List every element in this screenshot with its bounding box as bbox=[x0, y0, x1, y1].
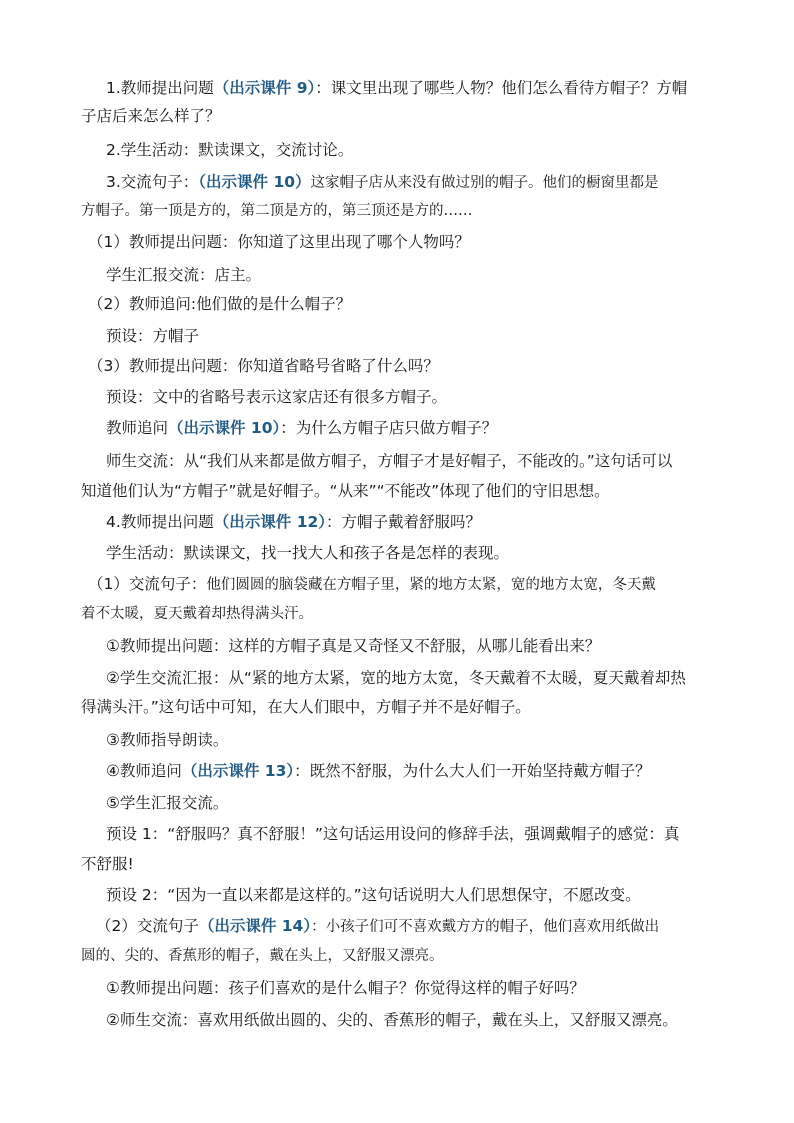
body-text: ：课文里出现了哪些人物？他们怎么看待方帽子？方帽 bbox=[315, 79, 688, 97]
quoted-text: ：小孩子们可不喜欢戴方方的帽子，他们喜欢用纸做出 bbox=[311, 919, 660, 935]
paragraph-line: 子店后来怎么样了？ bbox=[81, 107, 221, 125]
courseware-ref: （出示课件 9） bbox=[213, 79, 316, 97]
courseware-ref: （出示课件 14） bbox=[198, 917, 312, 935]
paragraph-line bbox=[106, 761, 651, 781]
quoted-text: 着不太暖，夏天戴着却热得满头汗。 bbox=[81, 606, 313, 622]
paragraph-line: ②学生交流汇报：从“紧的地方太紧，宽的地方太宽，冬天戴着不太暖，夏天戴着却热 bbox=[106, 669, 686, 687]
quoted-text: 圆的、尖的、香蕉形的帽子，戴在头上，又舒服又漂亮。 bbox=[81, 948, 444, 964]
body-text: 1.教师提出问题 bbox=[106, 79, 214, 97]
paragraph-line: ①教师提出问题：这样的方帽子真是又奇怪又不舒服，从哪儿能看出来？ bbox=[106, 637, 601, 655]
body-text: 4.教师提出问题 bbox=[106, 513, 214, 531]
paragraph-line: （3）教师提出问题：你知道省略号省略了什么吗？ bbox=[88, 357, 439, 375]
paragraph-line: 学生汇报交流：店主。 bbox=[106, 266, 262, 284]
body-text: ④教师追问 bbox=[106, 762, 182, 780]
paragraph-line: ③教师指导朗读。 bbox=[106, 731, 229, 749]
paragraph-line bbox=[106, 172, 659, 193]
paragraph-line: 预设 2：“因为一直以来都是这样的。”这句话说明大人们思想保守，不愿改变。 bbox=[106, 886, 641, 904]
paragraph-line: 预设：文中的省略号表示这家店还有很多方帽子。 bbox=[106, 388, 448, 406]
courseware-ref: （出示课件 10） bbox=[168, 419, 281, 437]
body-text: 教师追问 bbox=[106, 419, 169, 437]
paragraph-line: 预设 1：“舒服吗？真不舒服！”这句话运用设问的修辞手法，强调戴帽子的感觉：真 bbox=[106, 825, 680, 843]
paragraph-line: （2）教师追问:他们做的是什么帽子？ bbox=[88, 295, 352, 313]
courseware-ref: （出示课件 10） bbox=[198, 173, 311, 191]
body-text: ：方帽子戴着舒服吗？ bbox=[326, 513, 482, 531]
paragraph-line: ①教师提出问题：孩子们喜欢的是什么帽子？你觉得这样的帽子好吗？ bbox=[106, 979, 585, 997]
paragraph-line bbox=[88, 574, 656, 595]
paragraph-line: ⑤学生汇报交流。 bbox=[106, 794, 229, 812]
quoted-text: 这家帽子店从来没有做过别的帽子。他们的橱窗里都是 bbox=[310, 175, 659, 191]
body-text: 3.交流句子： bbox=[106, 173, 199, 191]
paragraph-line bbox=[96, 916, 659, 937]
paragraph-line: 预设：方帽子 bbox=[106, 327, 200, 345]
quoted-text: 方帽子。第一顶是方的，第二顶是方的，第三顶还是方的…… bbox=[81, 203, 473, 219]
courseware-ref: （出示课件 12） bbox=[213, 513, 327, 531]
body-text: （2）交流句子 bbox=[96, 917, 199, 935]
body-text: ：为什么方帽子店只做方帽子？ bbox=[280, 419, 498, 437]
paragraph-line bbox=[106, 418, 497, 438]
quoted-text: 他们圆圆的脑袋藏在方帽子里，紧的地方太紧，宽的地方太宽，冬天戴 bbox=[206, 577, 656, 593]
paragraph-line bbox=[106, 512, 481, 532]
paragraph-line: ②师生交流：喜欢用纸做出圆的、尖的、香蕉形的帽子，戴在头上，又舒服又漂亮。 bbox=[106, 1011, 678, 1029]
paragraph-line: 2.学生活动：默读课文，交流讨论。 bbox=[106, 141, 354, 159]
courseware-ref: （出示课件 13） bbox=[181, 762, 295, 780]
paragraph-line: 学生活动：默读课文，找一找大人和孩子各是怎样的表现。 bbox=[106, 544, 510, 562]
paragraph-line: （1）教师提出问题：你知道了这里出现了哪个人物吗？ bbox=[88, 233, 470, 251]
body-text: （1）交流句子： bbox=[88, 575, 207, 593]
paragraph-line: 师生交流：从“我们从来都是做方帽子，方帽子才是好帽子，不能改的。”这句话可以 bbox=[106, 452, 673, 470]
paragraph-line bbox=[106, 78, 687, 98]
paragraph-line: 不舒服! bbox=[81, 855, 134, 873]
body-text: ：既然不舒服，为什么大人们一开始坚持戴方帽子？ bbox=[294, 762, 651, 780]
paragraph-line: 知道他们认为“方帽子”就是好帽子。“从来”“不能改”体现了他们的守旧思想。 bbox=[81, 482, 610, 500]
paragraph-line: 得满头汗。”这句话中可知，在大人们眼中，方帽子并不是好帽子。 bbox=[81, 698, 531, 716]
